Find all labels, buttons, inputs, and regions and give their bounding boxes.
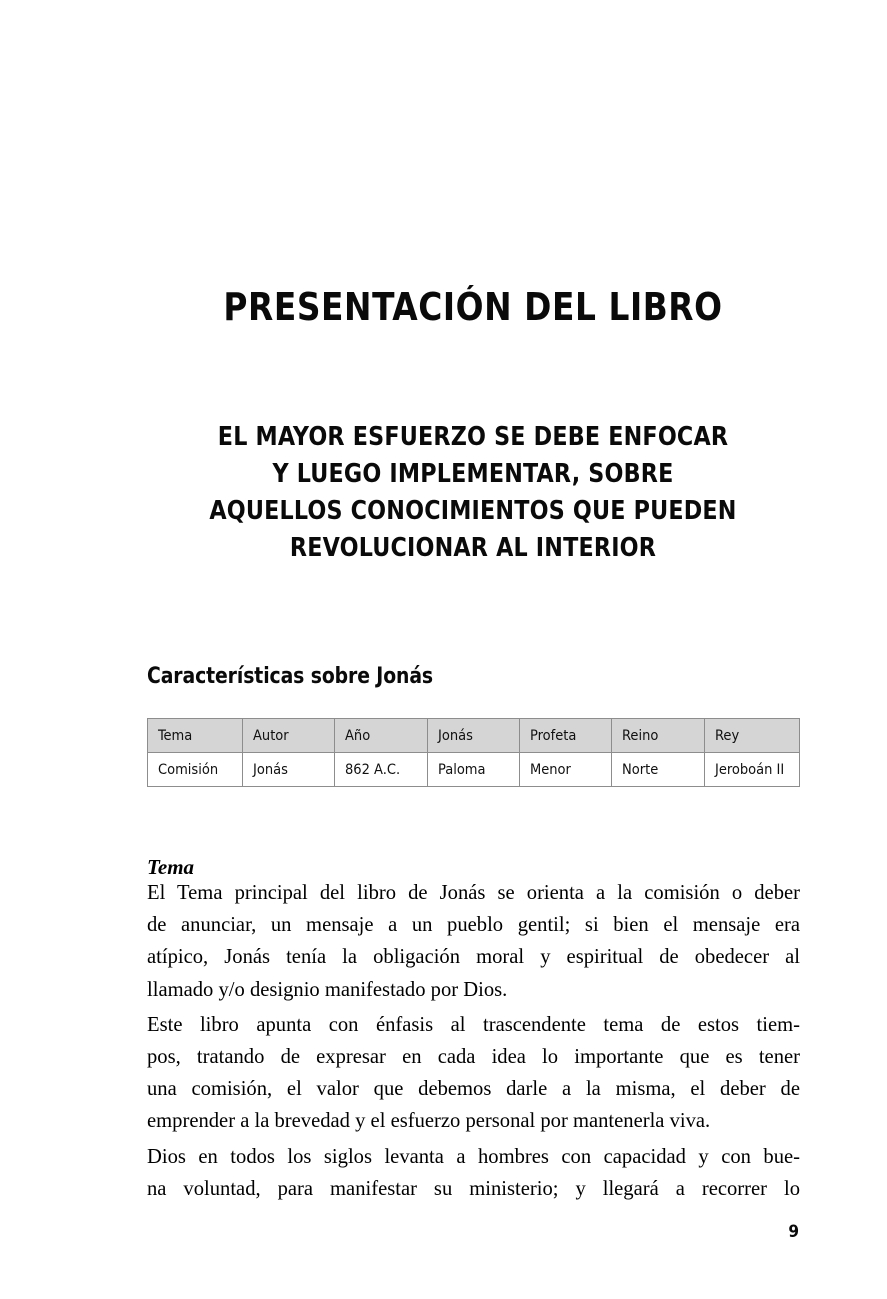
table-header-cell: Rey xyxy=(705,719,800,753)
subtitle-line-1: EL MAYOR ESFUERZO SE DEBE ENFOCAR xyxy=(217,422,729,453)
subtitle-line-4: REVOLUCIONAR AL INTERIOR xyxy=(289,533,657,564)
paragraph-line: na voluntad, para manifestar su ministerio; y llegará a recorrer lo xyxy=(147,1177,800,1200)
table-header-cell: Reino xyxy=(612,719,705,753)
subsection-heading-tema: Tema xyxy=(147,854,195,879)
subtitle-block xyxy=(157,419,789,567)
page-number: 9 xyxy=(788,1222,799,1242)
table-cell: 862 A.C. xyxy=(335,753,428,787)
body-text xyxy=(147,877,800,1208)
paragraph-2 xyxy=(147,1009,800,1138)
table-row xyxy=(148,753,800,787)
table-cell: Norte xyxy=(612,753,705,787)
paragraph-line: El Tema principal del libro de Jonás se orienta a la comisión o deber xyxy=(147,882,800,904)
table-cell: Paloma xyxy=(428,753,520,787)
table-cell: Jonás xyxy=(243,753,335,787)
paragraph-line: llamado y/o designio manifestado por Dios. xyxy=(147,978,508,1001)
paragraph-3 xyxy=(147,1141,800,1205)
table-header-cell: Año xyxy=(335,719,428,753)
paragraph-line: una comisión, el valor que debemos darle a la misma, el deber de xyxy=(147,1078,800,1101)
subtitle-line-2: Y LUEGO IMPLEMENTAR, SOBRE xyxy=(272,459,674,490)
paragraph-1 xyxy=(147,877,800,1006)
subtitle-line-3: AQUELLOS CONOCIMIENTOS QUE PUEDEN xyxy=(209,496,737,527)
characteristics-table xyxy=(147,718,800,787)
table-header-cell: Tema xyxy=(148,719,243,753)
paragraph-line: Este libro apunta con énfasis al trascendente tema de estos tiem- xyxy=(147,1013,800,1036)
paragraph-line: Dios en todos los siglos levanta a hombres con capacidad y con bue- xyxy=(147,1145,800,1168)
table-cell: Menor xyxy=(520,753,612,787)
table-cell: Jeroboán II xyxy=(705,753,800,787)
paragraph-line: de anunciar, un mensaje a un pueblo gentil; si bien el mensaje era xyxy=(147,914,800,937)
paragraph-line: emprender a la brevedad y el esfuerzo personal por mantenerla viva. xyxy=(147,1110,711,1133)
table-header-cell: Autor xyxy=(243,719,335,753)
section-heading-caracteristicas: Características sobre Jonás xyxy=(147,664,434,689)
paragraph-line: pos, tratando de expresar en cada idea lo importante que es tener xyxy=(147,1046,800,1069)
table-header-cell: Profeta xyxy=(520,719,612,753)
table-header-row xyxy=(148,719,800,753)
table-header-cell: Jonás xyxy=(428,719,520,753)
paragraph-line: atípico, Jonás tenía la obligación moral y espiritual de obedecer al xyxy=(147,946,800,969)
table-cell: Comisión xyxy=(148,753,243,787)
page-title: PRESENTACIÓN DEL LIBRO xyxy=(223,285,723,330)
